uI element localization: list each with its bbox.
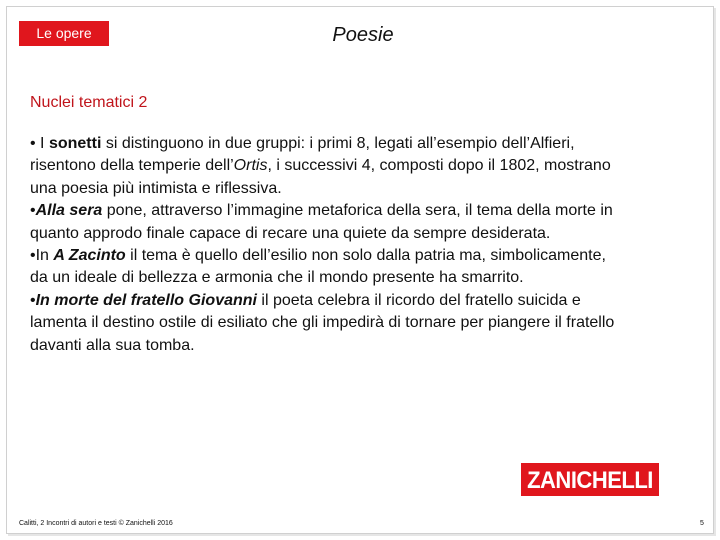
bullet: • [30, 202, 36, 220]
paragraph-sonetti-line-2 [30, 155, 695, 177]
paragraph-in-morte-line-1 [30, 290, 695, 312]
logo-text: ZANICHELLI [527, 465, 653, 494]
paragraph-sonetti-line-3: una poesia più intimista e riflessiva. [30, 179, 282, 197]
term-in-morte-del-fratello-giovanni: In morte del fratello Giovanni [35, 291, 257, 309]
paragraph-a-zacinto-line-1 [30, 245, 695, 267]
paragraph-text: pone, attraverso l’immagine metaforica della sera, il tema della morte in [102, 202, 613, 220]
slide-subtitle: Nuclei tematici 2 [30, 94, 148, 111]
body-text [30, 133, 695, 357]
term-a-zacinto: A Zacinto [53, 247, 126, 265]
paragraph-text: si distinguono in due gruppi: i primi 8, legati all’esempio dell’Alfieri, [101, 135, 575, 152]
paragraph-text: il tema è quello dell’esilio non solo dalla patria ma, simbolicamente, [125, 247, 606, 265]
paragraph-text: , i successivi 4, composti dopo il 1802, mostrano [267, 157, 611, 175]
paragraph-in-morte-line-3: davanti alla sua tomba. [30, 336, 195, 354]
term-sonetti: sonetti [48, 135, 102, 152]
bullet: • [30, 291, 36, 309]
bullet: •In [30, 247, 54, 265]
slide-title: Poesie [332, 24, 394, 46]
section-tag: Le opere [19, 21, 109, 46]
paragraph-text: risentono della temperie dell’ [30, 157, 234, 175]
paragraph-in-morte-line-2: lamenta il destino ostile di esiliato che gli impedirà di tornare per piangere il fratello [30, 314, 615, 332]
paragraph-sonetti-line-1 [30, 133, 695, 155]
paragraph-text: il poeta celebra il ricordo del fratello suicida e [256, 291, 581, 309]
bullet: • I [30, 135, 49, 152]
term-ortis: Ortis [233, 157, 268, 175]
paragraph-a-zacinto-line-2: da un ideale di bellezza e armonia che il mondo presente ha smarrito. [30, 269, 524, 287]
footer-credit: Calitti, 2 Incontri di autori e testi © Zanichelli 2016 [19, 520, 173, 527]
paragraph-alla-sera-line-1 [30, 200, 695, 222]
page-number: 5 [700, 520, 704, 527]
zanichelli-logo [521, 463, 659, 496]
term-alla-sera: Alla sera [35, 202, 103, 220]
paragraph-alla-sera-line-2: quanto approdo finale capace di recare una quiete da sempre desiderata. [30, 224, 551, 242]
